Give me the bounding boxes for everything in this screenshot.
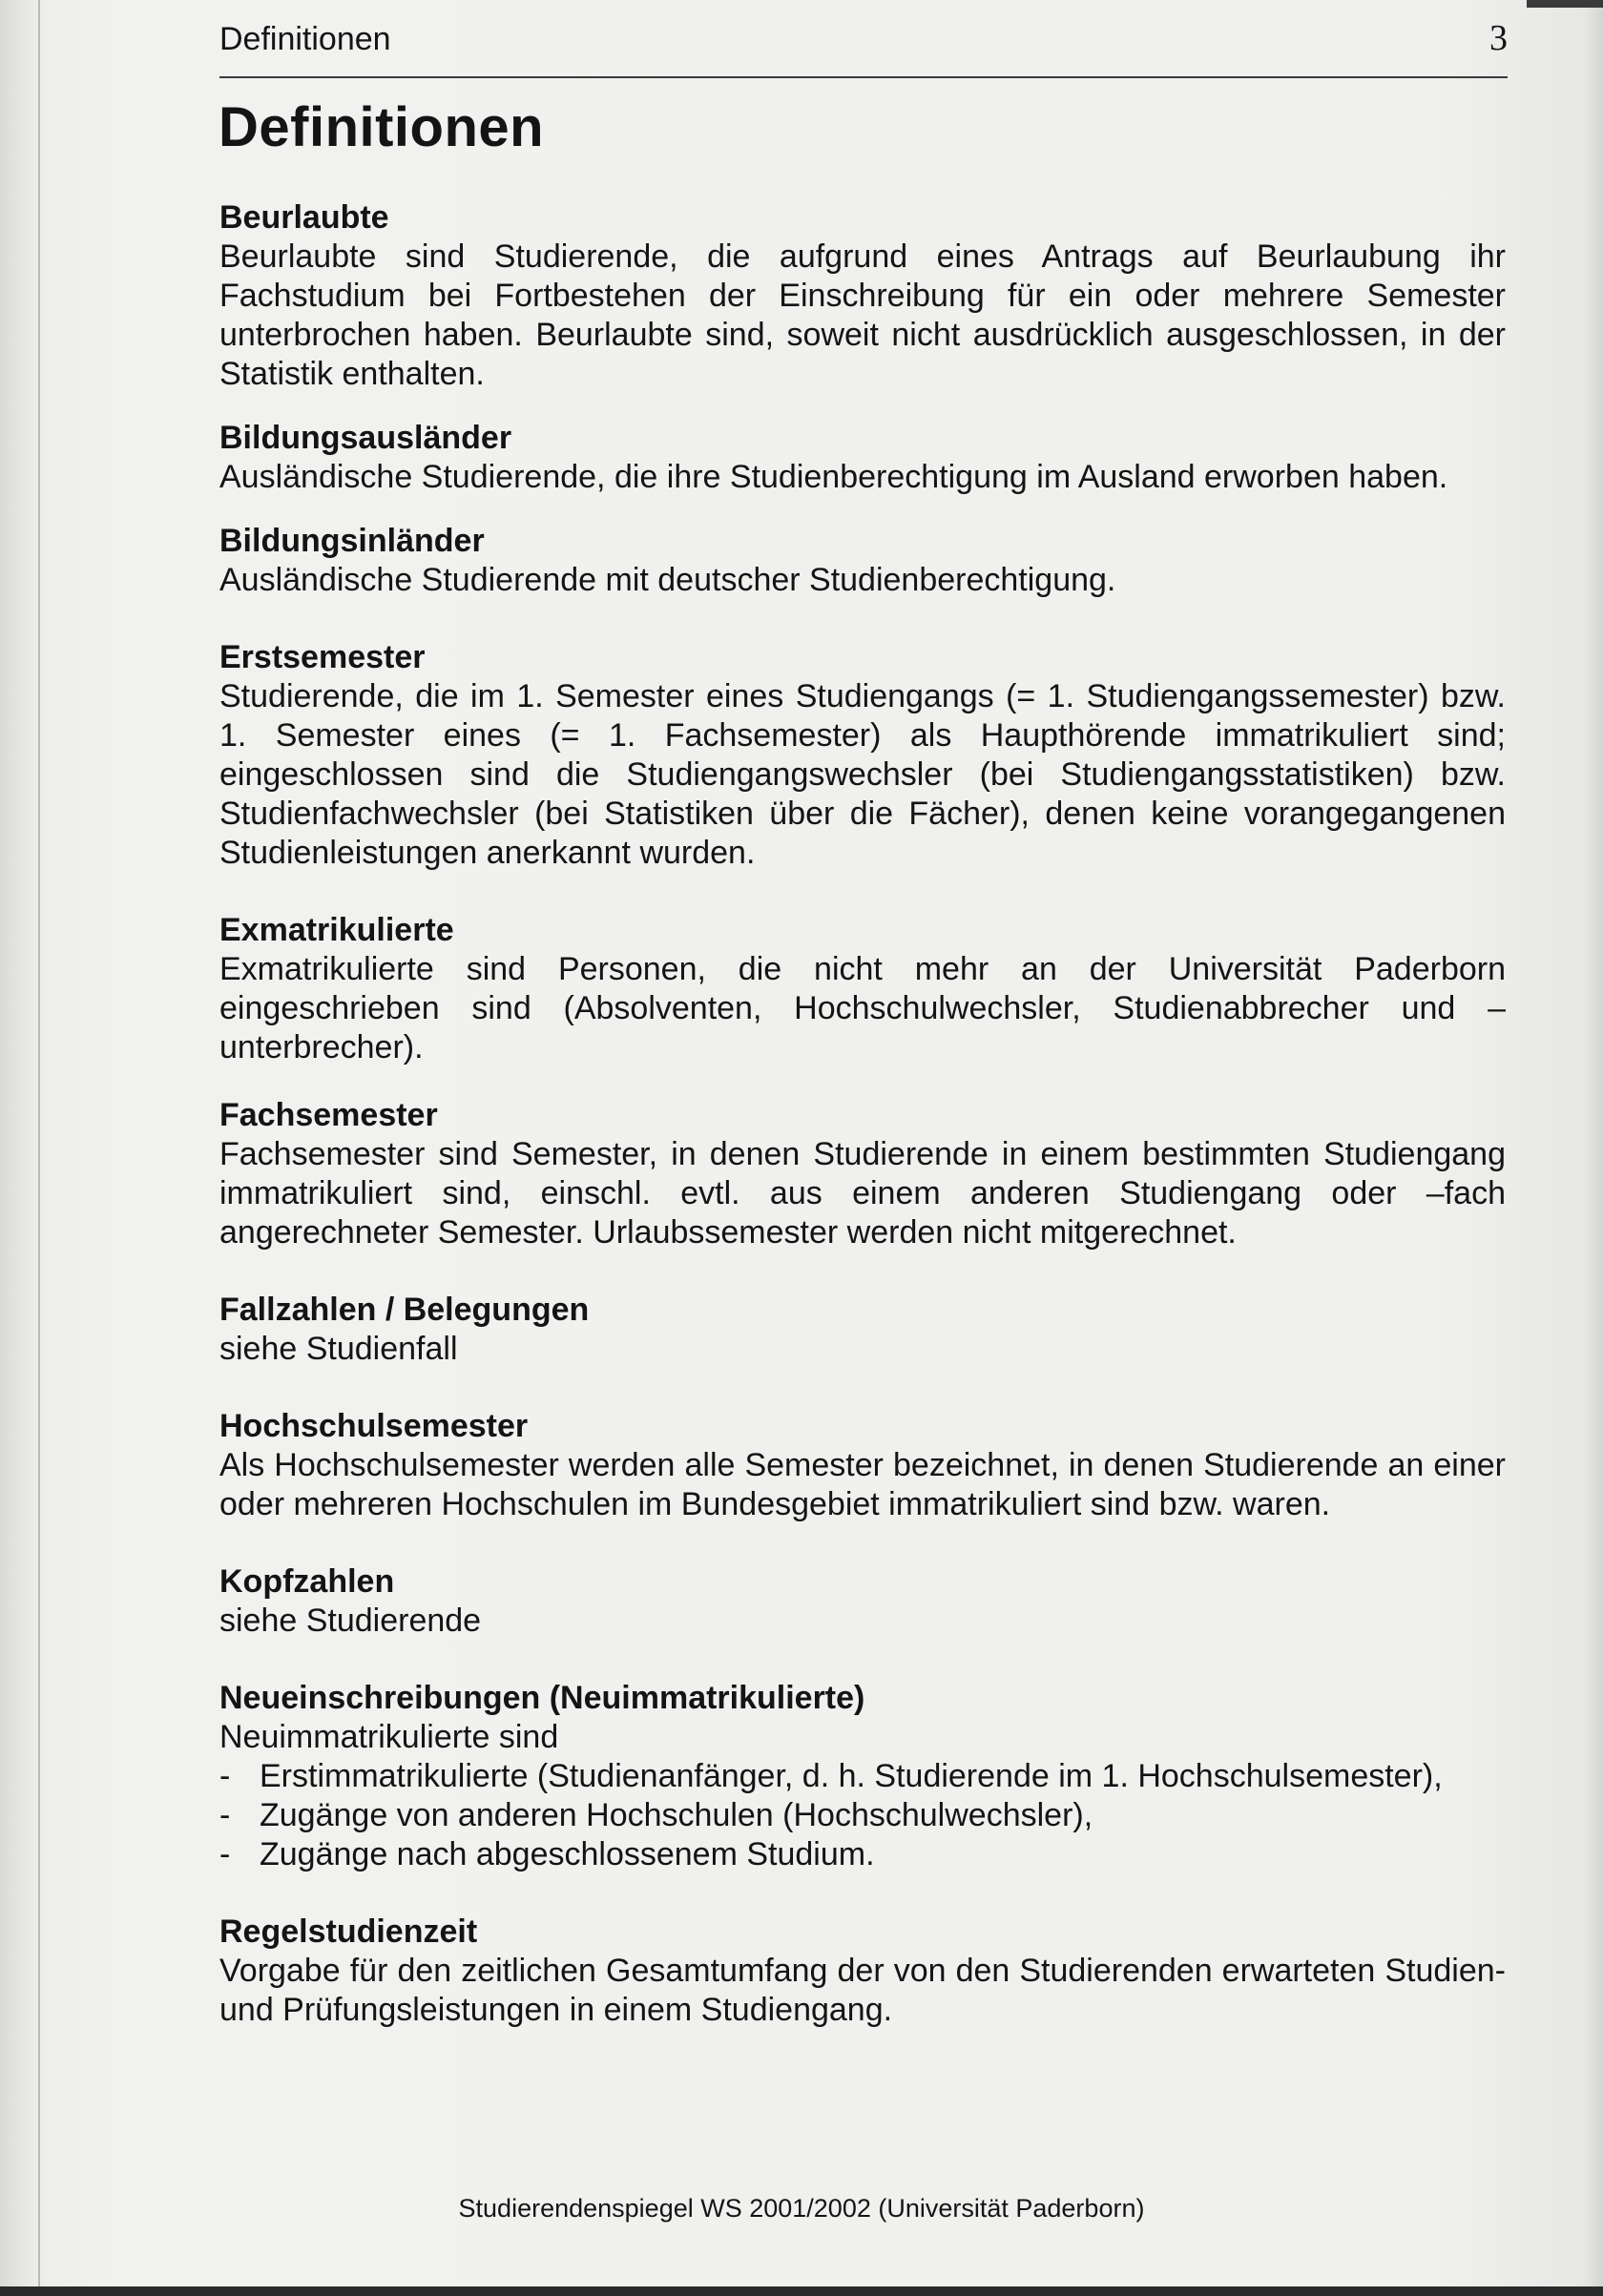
definition-term: Fallzahlen / Belegungen bbox=[219, 1292, 590, 1328]
definition-text: siehe Studienfall bbox=[219, 1331, 458, 1367]
page-footer: Studierendenspiegel WS 2001/2002 (Universität Paderborn) bbox=[458, 2194, 1145, 2223]
header-section-title: Definitionen bbox=[219, 21, 391, 57]
definition-text: Ausländische Studierende mit deutscher Studienberechtigung. bbox=[219, 562, 1116, 598]
list-item-text: Zugänge nach abgeschlossenem Studium. bbox=[260, 1836, 875, 1872]
definition-text: Studierende, die im 1. Semester eines Studiengangs (= 1. Studiengangssemester) bzw. 1. Semester eines (= 1. Fachsemester) als Haupthörende immatrikuliert sind; eingeschlossen sind die Studiengangswechsler (bei Studiengangsstatistiken) bzw. Studienfachwechsler (bei Statistiken über die Fächer), denen keine vorangegangenen Studienleistungen anerkannt wurden. bbox=[219, 678, 1506, 871]
definition-entry bbox=[219, 198, 1506, 394]
definition-term: Neueinschreibungen (Neuimmatrikulierte) bbox=[219, 1680, 865, 1716]
definition-text: Vorgabe für den zeitlichen Gesamtumfang der von den Studierenden erwarteten Studien- und Prüfungsleistungen in einem Studiengang. bbox=[219, 1953, 1506, 2028]
definition-text: Fachsemester sind Semester, in denen Studierende in einem bestimmten Studiengang immatrikuliert sind, einschl. evtl. aus einem anderen Studiengang oder –fach angerechneter Semester. Urlaubssemester werden nicht mitgerechnet. bbox=[219, 1136, 1506, 1251]
definition-term: Fachsemester bbox=[219, 1097, 438, 1133]
definition-entry bbox=[219, 1291, 1506, 1369]
definition-term: Exmatrikulierte bbox=[219, 912, 454, 948]
definition-entry bbox=[219, 419, 1506, 497]
list-dash: - bbox=[219, 1758, 231, 1794]
list-dash: - bbox=[219, 1797, 231, 1833]
scan-border-top bbox=[1527, 0, 1603, 8]
definition-sublist bbox=[219, 1757, 1506, 1874]
definition-term: Erstsemester bbox=[219, 639, 426, 675]
definition-entry bbox=[219, 522, 1506, 600]
list-item bbox=[219, 1835, 1506, 1874]
definition-entry-neueinschreibungen bbox=[219, 1679, 1506, 1874]
definition-text: Exmatrikulierte sind Personen, die nicht mehr an der Universität Paderborn eingeschrieben sind (Absolventen, Hochschulwechsler, Studienabbrecher und –unterbrecher). bbox=[219, 951, 1506, 1065]
definition-text: siehe Studierende bbox=[219, 1603, 482, 1639]
scan-border-bottom bbox=[0, 2286, 1603, 2296]
definition-term: Kopfzahlen bbox=[219, 1563, 395, 1600]
definition-intro: Neuimmatrikulierte sind bbox=[219, 1719, 559, 1755]
list-item-text: Zugänge von anderen Hochschulen (Hochschulwechsler), bbox=[260, 1797, 1093, 1833]
page-binding-edge bbox=[38, 0, 40, 2296]
definition-text: Beurlaubte sind Studierende, die aufgrund eines Antrags auf Beurlaubung ihr Fachstudium bei Fortbestehen der Einschreibung für ein oder mehrere Semester unterbrochen haben. Beurlaubte sind, soweit nicht ausdrücklich ausgeschlossen, in der Statistik enthalten. bbox=[219, 238, 1506, 392]
definition-term: Hochschulsemester bbox=[219, 1408, 529, 1444]
page-number: 3 bbox=[1489, 18, 1508, 58]
definition-entry-regelstudienzeit bbox=[219, 1913, 1506, 2030]
definition-text: Als Hochschulsemester werden alle Semester bezeichnet, in denen Studierende an einer oder mehreren Hochschulen im Bundesgebiet immatrikuliert sind bzw. waren. bbox=[219, 1447, 1506, 1522]
list-item bbox=[219, 1796, 1506, 1835]
definition-text: Ausländische Studierende, die ihre Studienberechtigung im Ausland erworben haben. bbox=[219, 459, 1448, 495]
definition-entry bbox=[219, 1407, 1506, 1524]
list-item bbox=[219, 1757, 1506, 1796]
definition-entry bbox=[219, 1096, 1506, 1252]
page-title: Definitionen bbox=[219, 96, 545, 158]
definition-term: Beurlaubte bbox=[219, 199, 389, 236]
definition-term: Bildungsausländer bbox=[219, 420, 512, 456]
header-rule bbox=[219, 76, 1508, 78]
definition-entry bbox=[219, 638, 1506, 873]
list-item-text: Erstimmatrikulierte (Studienanfänger, d. h. Studierende im 1. Hochschulsemester), bbox=[260, 1758, 1443, 1794]
definition-entry bbox=[219, 1562, 1506, 1641]
definition-term: Bildungsinländer bbox=[219, 523, 485, 559]
definitions-list bbox=[219, 198, 1506, 2055]
list-dash: - bbox=[219, 1836, 231, 1872]
definition-entry bbox=[219, 911, 1506, 1067]
page-header bbox=[219, 17, 1508, 76]
definition-term: Regelstudienzeit bbox=[219, 1913, 478, 1950]
